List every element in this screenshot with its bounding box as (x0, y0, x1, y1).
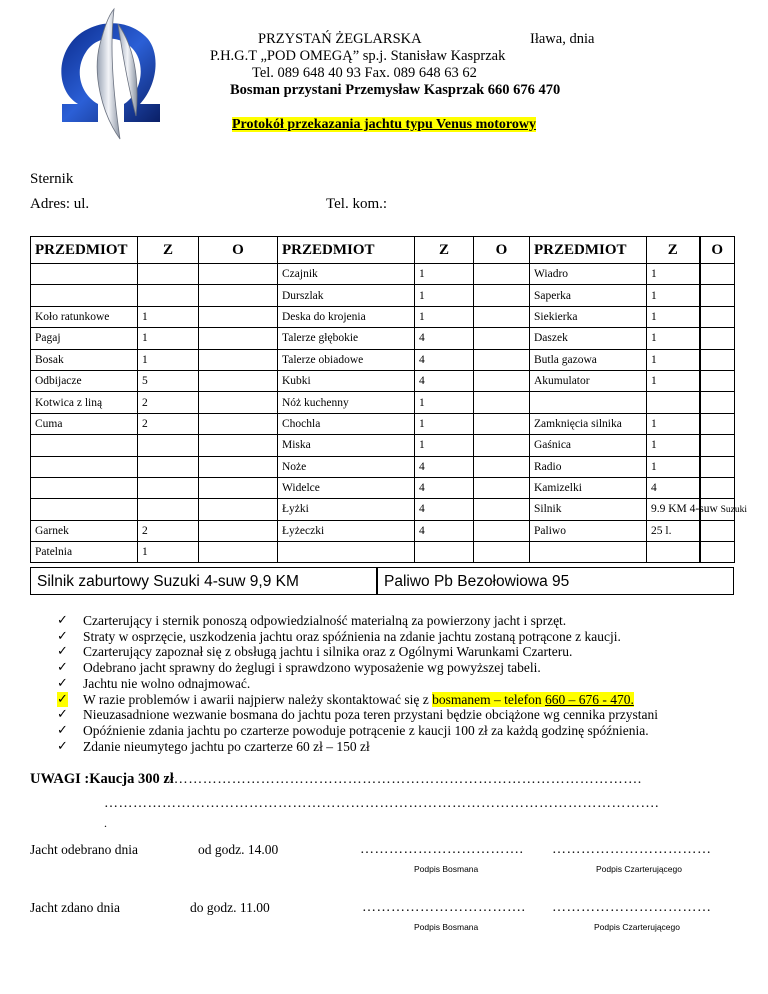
returned-time: do godz. 11.00 (190, 900, 270, 915)
uwagi-dots-2: ……………………………………………………………………………………………………. (104, 796, 659, 811)
table-cell (474, 392, 530, 413)
column-header: PRZEDMIOT (278, 237, 415, 264)
checkmark-icon: ✓ (57, 613, 68, 628)
table-cell (199, 499, 278, 520)
table-cell: Kamizelki (530, 477, 647, 498)
table-cell (647, 542, 700, 563)
table-cell: 4 (415, 370, 474, 391)
table-cell: 4 (415, 456, 474, 477)
table-cell: Daszek (530, 328, 647, 349)
rule-item (57, 644, 658, 660)
table-cell: 1 (415, 264, 474, 285)
table-cell (199, 392, 278, 413)
table-cell (474, 435, 530, 456)
column-header: O (700, 237, 735, 264)
table-row (31, 328, 735, 349)
table-cell (530, 392, 647, 413)
rule-item (57, 739, 658, 755)
table-cell (700, 392, 735, 413)
table-cell: 4 (415, 328, 474, 349)
table-cell (199, 349, 278, 370)
place-date: Iława, dnia (530, 31, 595, 47)
signature-line-charterer-1: …………………………… (552, 842, 712, 857)
table-cell: 1 (138, 349, 199, 370)
table-row (31, 413, 735, 434)
table-cell: Koło ratunkowe (31, 306, 138, 327)
uwagi-label: UWAGI :Kaucja 300 zł (30, 771, 174, 787)
rule-text: Czarterujący zapoznał się z obsługą jachtu i silnika oraz z Ogólnymi Warunkami Czarteru. (83, 644, 573, 660)
checkmark-icon: ✓ (57, 738, 68, 754)
table-cell: Akumulator (530, 370, 647, 391)
table-cell: 1 (138, 306, 199, 327)
table-cell (278, 542, 415, 563)
rule-item (57, 660, 658, 676)
table-cell: 5 (138, 370, 199, 391)
table-cell (700, 306, 735, 327)
uwagi-line (30, 771, 642, 788)
rule-text: Straty w osprzęcie, uszkodzenia jachtu oraz spóźnienia na zdanie jachtu zostaną potrącone z kaucji. (83, 628, 621, 644)
adres-label: Adres: ul. (30, 196, 90, 212)
table-cell (474, 370, 530, 391)
table-cell: 4 (415, 520, 474, 541)
signature-label-charterer-2: Podpis Czarterującego (594, 922, 680, 932)
table-cell: Odbijacze (31, 370, 138, 391)
table-cell: 25 l. (647, 520, 700, 541)
highlighted-contact: bosmanem – telefon (432, 691, 545, 707)
table-cell (647, 499, 748, 520)
table-cell: Siekierka (530, 306, 647, 327)
column-header: Z (138, 237, 199, 264)
table-cell (199, 413, 278, 434)
table-cell (700, 435, 735, 456)
table-cell: Bosak (31, 349, 138, 370)
table-cell: Wiadro (530, 264, 647, 285)
table-cell: Pagaj (31, 328, 138, 349)
table-cell (138, 477, 199, 498)
rules-list (57, 613, 658, 754)
table-cell (199, 264, 278, 285)
table-cell: Łyżeczki (278, 520, 415, 541)
table-cell: 2 (138, 520, 199, 541)
rule-text: Czarterujący i sternik ponoszą odpowiedzialność materialną za powierzony jacht i sprzęt. (83, 613, 567, 628)
table-cell: 1 (647, 370, 700, 391)
column-header: O (199, 237, 278, 264)
table-row (31, 349, 735, 370)
rule-text: Jachtu nie wolno odnajmować. (83, 675, 251, 691)
table-cell: 1 (647, 435, 700, 456)
table-cell: 4 (415, 477, 474, 498)
engine-box: Silnik zaburtowy Suzuki 4-suw 9,9 KM (30, 567, 377, 595)
rule-item (57, 676, 658, 692)
table-cell: Widelce (278, 477, 415, 498)
table-cell (530, 542, 647, 563)
table-header-row (31, 237, 735, 264)
table-row (31, 456, 735, 477)
table-cell: Cuma (31, 413, 138, 434)
table-cell (700, 542, 735, 563)
table-cell (700, 413, 735, 434)
table-cell: 1 (415, 392, 474, 413)
table-cell (31, 285, 138, 306)
table-cell (474, 306, 530, 327)
received-time: od godz. 14.00 (198, 842, 279, 857)
table-cell: Gaśnica (530, 435, 647, 456)
bosman-phone: 660 – 676 - 470. (544, 691, 634, 707)
table-cell: 1 (415, 285, 474, 306)
signature-line-charterer-2: …………………………… (552, 900, 712, 915)
table-cell (31, 477, 138, 498)
table-row (31, 285, 735, 306)
bosman-contact: Bosman przystani Przemysław Kasprzak 660 676 470 (230, 82, 561, 98)
table-cell: 1 (647, 349, 700, 370)
checkmark-icon: ✓ (57, 722, 68, 738)
table-cell: Kubki (278, 370, 415, 391)
column-header: Z (415, 237, 474, 264)
table-row (31, 499, 735, 520)
checkmark-icon: ✓ (57, 707, 68, 723)
uwagi-dots: ……………………………………………………………………………………. (173, 772, 642, 787)
rule-item (57, 692, 658, 708)
table-cell (474, 542, 530, 563)
table-cell: Zamknięcia silnika (530, 413, 647, 434)
table-cell: Garnek (31, 520, 138, 541)
table-cell: Butla gazowa (530, 349, 647, 370)
marina-name: PRZYSTAŃ ŻEGLARSKA (258, 31, 422, 47)
table-cell: 4 (647, 477, 700, 498)
table-cell (474, 349, 530, 370)
column-header: Z (647, 237, 700, 264)
table-cell (474, 285, 530, 306)
received-label: Jacht odebrano dnia (30, 842, 138, 857)
table-cell: Miska (278, 435, 415, 456)
table-cell: Paliwo (530, 520, 647, 541)
table-cell: 1 (138, 328, 199, 349)
table-cell (474, 477, 530, 498)
table-cell: 1 (415, 413, 474, 434)
checkmark-icon: ✓ (57, 660, 68, 676)
signature-line-bosman-1: ……………………………. (360, 842, 524, 857)
table-cell (31, 499, 138, 520)
column-header: PRZEDMIOT (530, 237, 647, 264)
rule-text: Odebrano jacht sprawny do żeglugi i sprawdzono wyposażenie wg powyższej tabeli. (83, 660, 541, 676)
table-cell: Durszlak (278, 285, 415, 306)
table-cell: 1 (647, 264, 700, 285)
table-cell (199, 306, 278, 327)
table-cell (474, 264, 530, 285)
table-cell (474, 328, 530, 349)
table-cell (138, 264, 199, 285)
table-cell: Patelnia (31, 542, 138, 563)
table-cell: 1 (415, 435, 474, 456)
table-cell: Kotwica z liną (31, 392, 138, 413)
fuel-box: Paliwo Pb Bezołowiowa 95 (377, 567, 734, 595)
table-cell (199, 542, 278, 563)
table-cell (31, 264, 138, 285)
company-name: P.H.G.T „POD OMEGĄ” sp.j. Stanisław Kasprzak (210, 48, 506, 64)
table-cell: Noże (278, 456, 415, 477)
table-cell (199, 477, 278, 498)
table-cell (700, 456, 735, 477)
table-cell: Łyżki (278, 499, 415, 520)
rule-text: Nieuzasadnione wezwanie bosmana do jachtu poza teren przystani będzie obciążone wg cennika przystani (83, 707, 659, 723)
table-cell: 2 (138, 413, 199, 434)
table-cell: 1 (415, 306, 474, 327)
table-cell (199, 370, 278, 391)
table-row (31, 520, 735, 541)
signature-label-bosman-2: Podpis Bosmana (414, 922, 479, 932)
table-cell (647, 392, 700, 413)
column-header: PRZEDMIOT (31, 237, 138, 264)
table-cell: 1 (647, 285, 700, 306)
rule-item (57, 723, 658, 739)
table-row (31, 306, 735, 327)
table-cell: 1 (647, 456, 700, 477)
table-cell (415, 542, 474, 563)
table-cell (199, 435, 278, 456)
table-cell (199, 328, 278, 349)
checkmark-icon: ✓ (57, 675, 68, 691)
table-row (31, 392, 735, 413)
table-cell: Silnik (530, 499, 647, 520)
rule-item (57, 613, 658, 629)
equipment-table (30, 236, 748, 563)
rule-text: W razie problemów i awarii najpierw należy skontaktować się z (83, 691, 433, 707)
table-cell: Talerze głębokie (278, 328, 415, 349)
table-row (31, 264, 735, 285)
signature-line-bosman-2: ……………………………. (362, 900, 526, 915)
table-cell (700, 520, 735, 541)
signature-label-charterer-1: Podpis Czarterującego (596, 864, 682, 874)
rule-text: Opóźnienie zdania jachtu po czarterze powoduje potrącenie z kaucji 100 zł za każdą godzinę spóźnienia. (83, 722, 649, 738)
table-cell (31, 435, 138, 456)
column-header: O (474, 237, 530, 264)
table-cell (138, 499, 199, 520)
table-cell: Saperka (530, 285, 647, 306)
engine-spec: 9.9 KM 4-suw (651, 503, 718, 516)
table-cell: 4 (415, 499, 474, 520)
table-cell: Czajnik (278, 264, 415, 285)
tel-label: Tel. kom.: (326, 196, 388, 212)
table-cell (31, 456, 138, 477)
table-cell (199, 520, 278, 541)
table-cell (138, 456, 199, 477)
table-row (31, 370, 735, 391)
table-cell: 1 (138, 542, 199, 563)
table-cell: 1 (647, 328, 700, 349)
table-cell (199, 456, 278, 477)
table-cell (700, 328, 735, 349)
sternik-label: Sternik (30, 171, 74, 187)
table-cell (474, 456, 530, 477)
checkmark-icon: ✓ (57, 691, 68, 707)
company-phone: Tel. 089 648 40 93 Fax. 089 648 63 62 (252, 65, 477, 81)
table-cell: Radio (530, 456, 647, 477)
document-title: Protokół przekazania jachtu typu Venus motorowy (231, 117, 536, 132)
checkmark-icon: ✓ (57, 644, 68, 660)
table-cell: 4 (415, 349, 474, 370)
table-cell (700, 285, 735, 306)
table-cell (700, 370, 735, 391)
table-cell (474, 413, 530, 434)
table-cell (700, 349, 735, 370)
table-cell: 2 (138, 392, 199, 413)
returned-label: Jacht zdano dnia (30, 900, 120, 915)
table-cell (199, 285, 278, 306)
table-cell (474, 520, 530, 541)
table-cell: Nóż kuchenny (278, 392, 415, 413)
table-row (31, 542, 735, 563)
uwagi-dot: . (104, 816, 107, 830)
table-cell: 1 (647, 306, 700, 327)
table-cell: 1 (647, 413, 700, 434)
table-cell: Deska do krojenia (278, 306, 415, 327)
table-cell (474, 499, 530, 520)
table-cell (700, 477, 735, 498)
table-cell (700, 264, 735, 285)
table-cell (138, 285, 199, 306)
table-row (31, 435, 735, 456)
rule-item (57, 707, 658, 723)
table-cell: Talerze obiadowe (278, 349, 415, 370)
checkmark-icon: ✓ (57, 628, 68, 644)
rule-item (57, 629, 658, 645)
rule-text: Zdanie nieumytego jachtu po czarterze 60 zł – 150 zł (83, 738, 370, 754)
table-cell (138, 435, 199, 456)
signature-label-bosman-1: Podpis Bosmana (414, 864, 479, 874)
table-row (31, 477, 735, 498)
engine-brand: Suzuki (720, 505, 748, 516)
table-cell: Chochla (278, 413, 415, 434)
